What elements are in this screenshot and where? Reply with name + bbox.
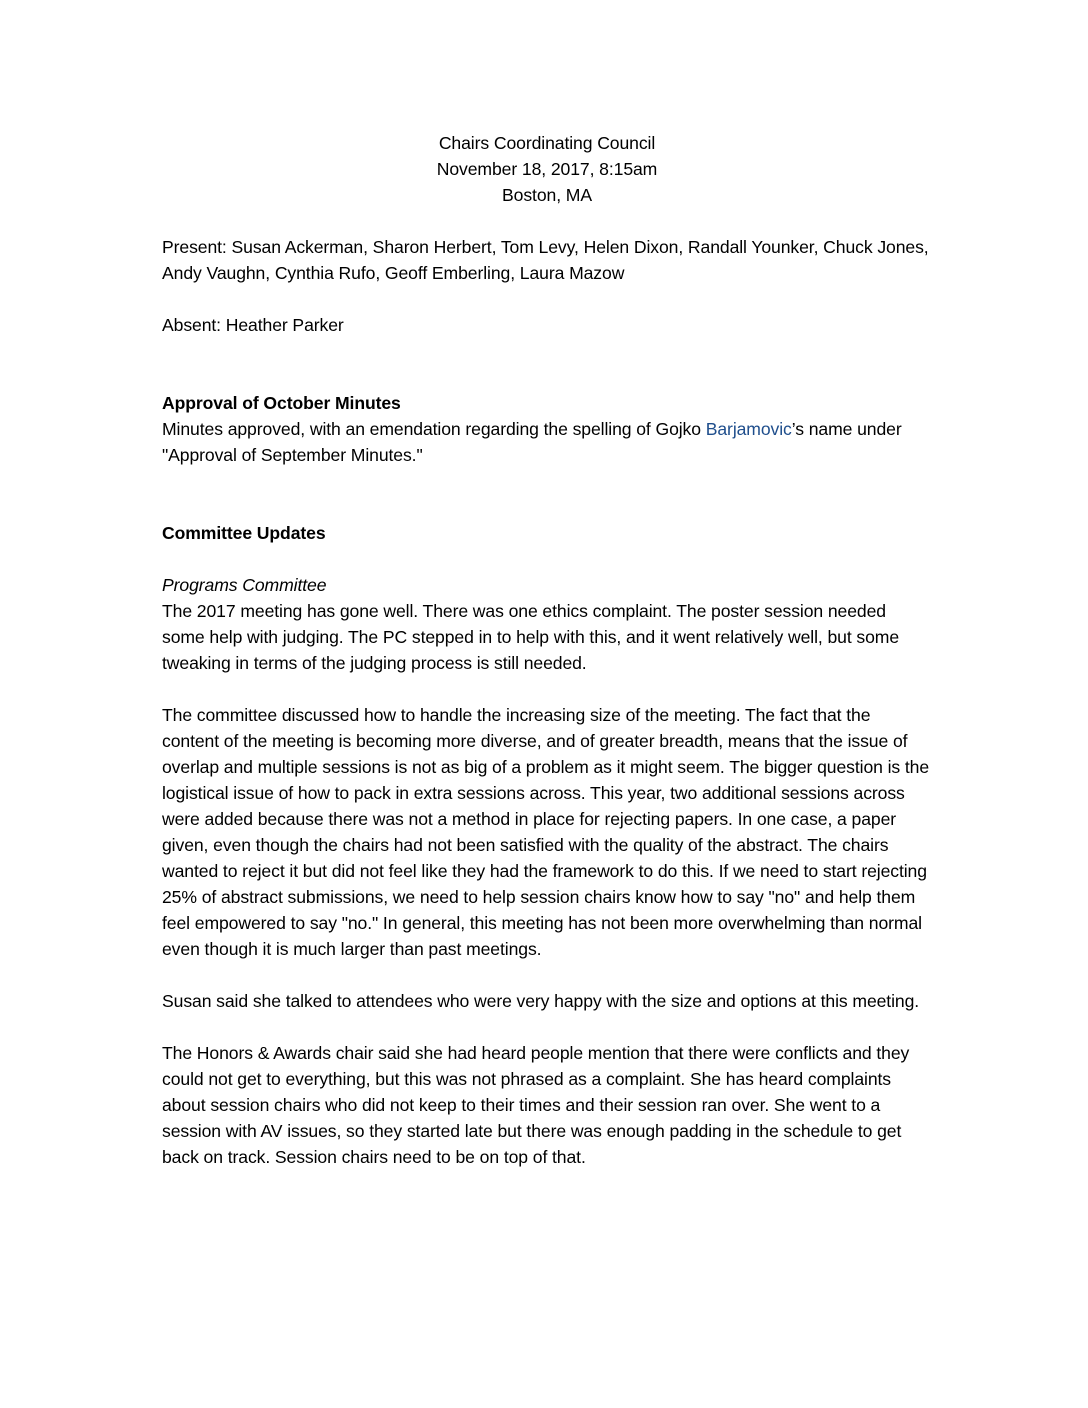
absent-list: Absent: Heather Parker — [162, 315, 344, 335]
document-body — [162, 130, 932, 1170]
approval-name: Barjamovic — [705, 419, 792, 439]
programs-paragraph-2: The committee discussed how to handle the increasing size of the meeting. The fact that the content of the meeting is becoming more diverse, and of greater breadth, means that the issue of overlap and multiple sessions is not as big of a problem as it might seem. The bigger question is the logistical issue of how to pack in extra sessions across. This year, two additional sessions across were added because there was not a method in place for rejecting papers. In one case, a paper given, even though the chairs had not been satisfied with the quality of the abstract. The chairs wanted to reject it but did not feel like they had the framework to do this. If we need to start rejecting 25% of abstract submissions, we need to help session chairs know how to say "no" and help them feel empowered to say "no." In general, this meeting has not been more overwhelming than normal even though it is much larger than past meetings. — [162, 705, 930, 959]
committee-updates-heading: Committee Updates — [162, 523, 326, 543]
programs-paragraph-4: The Honors & Awards chair said she had heard people mention that there were conflicts and they could not get to everything, but this was not phrased as a complaint. She has heard complaints about session chairs who did not keep to their times and their session ran over. She went to a session with AV issues, so they started late but there was enough padding in the schedule to get back on track. Session chairs need to be on top of that. — [162, 1043, 910, 1167]
document-title: Chairs Coordinating Council — [438, 133, 656, 153]
meeting-date-time: November 18, 2017, 8:15am — [436, 159, 658, 179]
programs-committee-subheading: Programs Committee — [162, 575, 327, 595]
programs-paragraph-3: Susan said she talked to attendees who were very happy with the size and options at this meeting. — [162, 991, 920, 1011]
document-header — [162, 130, 932, 208]
meeting-location: Boston, MA — [502, 185, 592, 205]
approval-text-before: Minutes approved, with an emendation regarding the spelling of Gojko — [162, 419, 706, 439]
present-list: Present: Susan Ackerman, Sharon Herbert, Tom Levy, Helen Dixon, Randall Younker, Chuck Jones, Andy Vaughn, Cynthia Rufo, Geoff Emberling, Laura Mazow — [162, 237, 929, 283]
approval-heading: Approval of October Minutes — [162, 393, 401, 413]
approval-text — [162, 416, 932, 468]
programs-paragraph-1: The 2017 meeting has gone well. There was one ethics complaint. The poster session needed some help with judging. The PC stepped in to help with this, and it went relatively well, but some tweaking in terms of the judging process is still needed. — [162, 601, 900, 673]
approval-text-after: ’s name under "Approval of September Minutes." — [162, 419, 902, 465]
